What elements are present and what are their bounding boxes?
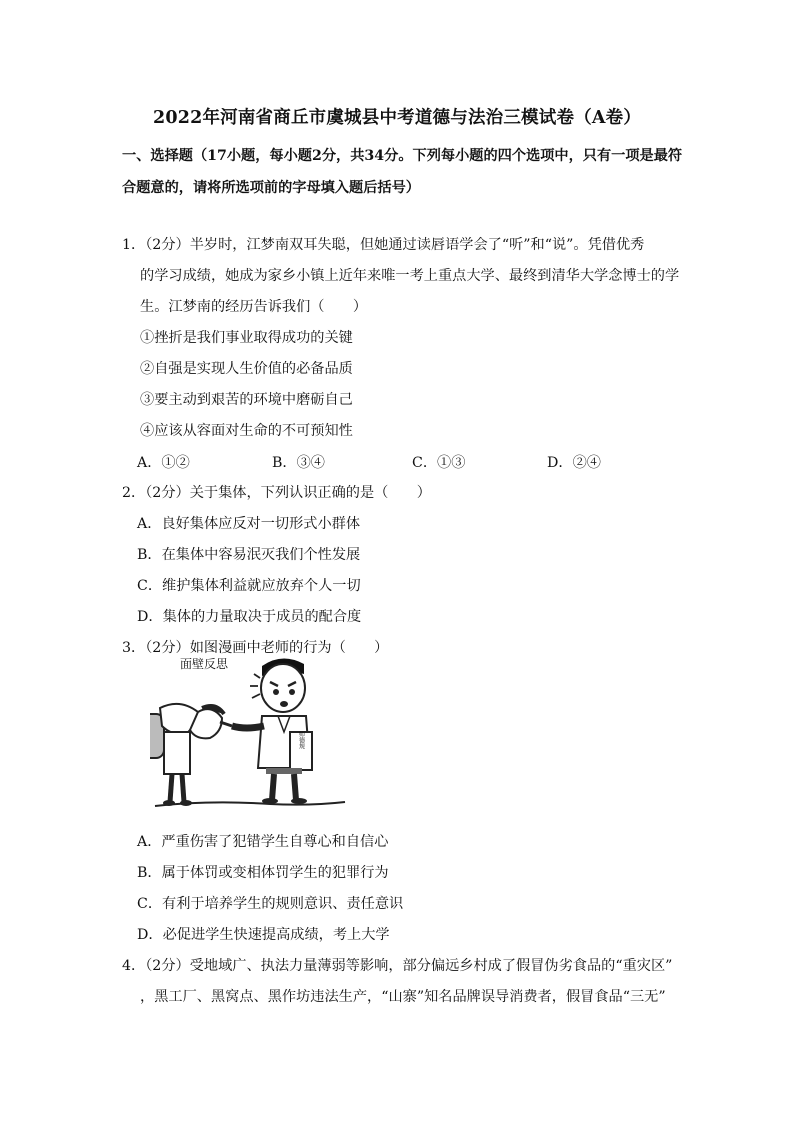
- q2-option-a: A．良好集体应反对一切形式小群体: [137, 516, 361, 532]
- q2-option-b: B．在集体中容易泯灭我们个性发展: [137, 547, 361, 563]
- q1-option-c: C．①③: [412, 455, 466, 471]
- q1-item-3: ③要主动到艰苦的环境中磨砺自己: [140, 392, 353, 408]
- q3-option-d: D．必促进学生快速提高成绩，考上大学: [137, 927, 390, 943]
- q1-option-b: B．③④: [272, 455, 325, 471]
- q1-item-1: ①挫折是我们事业取得成功的关键: [140, 330, 353, 346]
- q2-option-d: D．集体的力量取决于成员的配合度: [137, 609, 362, 625]
- q1-option-a: A．①②: [137, 455, 190, 471]
- student-figure: [150, 704, 224, 806]
- q2-stem: 2．（2分）关于集体，下列认识正确的是（ ）: [122, 485, 431, 501]
- q1-item-2: ②自强是实现人生价值的必备品质: [140, 361, 353, 377]
- q1-stem-line-3: 生。江梦南的经历告诉我们（ ）: [140, 299, 368, 315]
- q3-option-a: A．严重伤害了犯错学生自尊心和自信心: [137, 834, 389, 850]
- section-heading-line-1: 一、选择题（17小题，每小题2分，共34分。下列每小题的四个选项中，只有一项是最符: [122, 148, 683, 164]
- teacher-figure: [220, 658, 312, 804]
- q1-stem-line-2: 的学习成绩，她成为家乡小镇上近年来唯一考上重点大学、最终到清华大学念博士的学: [140, 268, 680, 284]
- cartoon-illustration: [150, 646, 350, 816]
- q1-stem-line-1: 1．（2分）半岁时，江梦南双耳失聪，但她通过读唇语学会了“听”和“说”。凭借优秀: [122, 237, 645, 253]
- q1-item-4: ④应该从容面对生命的不可预知性: [140, 423, 353, 439]
- q1-option-d: D．②④: [547, 455, 601, 471]
- q4-stem-line-1: 4．（2分）受地域广、执法力量薄弱等影响，部分偏远乡村成了假冒伪劣食品的“重灾区”: [122, 958, 673, 974]
- q3-option-c: C．有利于培养学生的规则意识、责任意识: [137, 896, 404, 912]
- q4-stem-line-2: ，黑工厂、黑窝点、黑作坊违法生产，“山寨”知名品牌误导消费者，假冒食品“三无”: [140, 989, 666, 1005]
- q2-option-c: C．维护集体利益就应放弃个人一切: [137, 578, 361, 594]
- cartoon-caption: 面壁反思: [180, 657, 229, 671]
- q3-option-b: B．属于体罚或变相体罚学生的犯罪行为: [137, 865, 389, 881]
- exam-title: 2022年河南省商丘市虞城县中考道德与法治三模试卷（A卷）: [152, 108, 642, 128]
- book-label: 师德规: [297, 731, 305, 749]
- q3-stem: 3．（2分）如图漫画中老师的行为（ ）: [122, 640, 389, 656]
- section-heading-line-2: 合题意的，请将所选项前的字母填入题后括号）: [122, 180, 420, 196]
